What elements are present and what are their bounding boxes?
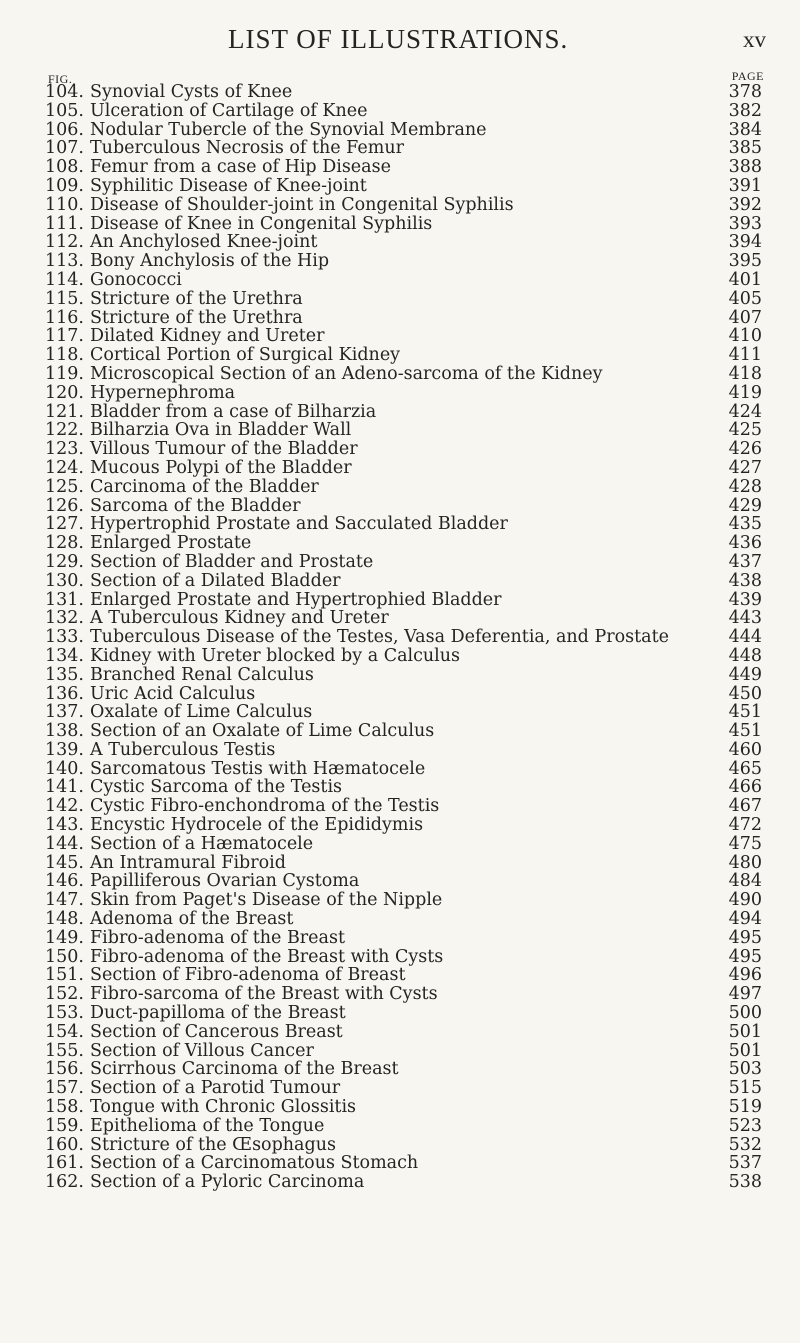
figure-number: 139. [45, 739, 84, 760]
figure-page: 385 [728, 138, 762, 159]
list-item [0, 1136, 800, 1155]
figure-page: 494 [728, 909, 762, 930]
figure-title: Enlarged Prostate and Hypertrophied Bladder [90, 589, 502, 610]
figure-number: 158. [45, 1097, 84, 1118]
figure-title: Section of a Parotid Tumour [90, 1078, 341, 1099]
figure-page: 392 [728, 194, 762, 215]
figure-page: 436 [728, 533, 762, 554]
figure-number: 140. [45, 758, 84, 779]
list-item [0, 1154, 800, 1173]
figure-number: 113. [45, 251, 84, 272]
figure-number: 111. [45, 213, 84, 234]
figure-title: Dilated Kidney and Ureter [90, 326, 325, 347]
figure-number: 116. [45, 307, 84, 328]
figure-number: 148. [45, 909, 84, 930]
list-item [0, 591, 800, 610]
list-item [0, 421, 800, 440]
figure-title: Scirrhous Carcinoma of the Breast [90, 1059, 399, 1080]
figure-page: 391 [728, 175, 762, 196]
list-item [0, 252, 800, 271]
list-item [0, 816, 800, 835]
figure-page: 450 [728, 683, 762, 704]
list-item [0, 891, 800, 910]
figure-number: 131. [45, 589, 84, 610]
figure-page: 490 [728, 890, 762, 911]
figure-title: Adenoma of the Breast [90, 909, 294, 930]
figure-title: Section of a Pyloric Carcinoma [90, 1172, 365, 1193]
list-item [0, 854, 800, 873]
figure-number: 106. [45, 119, 84, 140]
figure-page: 451 [728, 721, 762, 742]
figure-number: 153. [45, 1003, 84, 1024]
figure-number: 110. [45, 194, 84, 215]
list-item [0, 497, 800, 516]
figure-title: Fibro-sarcoma of the Breast with Cysts [90, 984, 438, 1005]
list-item [0, 384, 800, 403]
list-item [0, 910, 800, 929]
figure-title: Skin from Paget's Disease of the Nipple [90, 890, 443, 911]
figure-title: Carcinoma of the Bladder [90, 476, 319, 497]
figure-title: Stricture of the Urethra [90, 288, 303, 309]
list-item [0, 515, 800, 534]
list-item [0, 215, 800, 234]
figure-page: 497 [728, 984, 762, 1005]
figure-title: An Anchylosed Knee-joint [90, 232, 318, 253]
figure-title: Cortical Portion of Surgical Kidney [90, 345, 401, 366]
figure-page: 467 [728, 796, 762, 817]
figure-number: 128. [45, 533, 84, 554]
figure-number: 112. [45, 232, 84, 253]
figure-page: 523 [728, 1115, 762, 1136]
figure-title: Fibro-adenoma of the Breast [90, 927, 345, 948]
figure-page: 449 [728, 664, 762, 685]
figure-number: 122. [45, 420, 84, 441]
illustrations-list [0, 83, 800, 1192]
figure-title: Cystic Sarcoma of the Testis [90, 777, 343, 798]
figure-number: 157. [45, 1078, 84, 1099]
list-item [0, 703, 800, 722]
figure-title: Sarcomatous Testis with Hæmatocele [90, 758, 426, 779]
figure-page: 393 [728, 213, 762, 234]
list-item [0, 478, 800, 497]
list-item [0, 572, 800, 591]
figure-number: 150. [45, 946, 84, 967]
list-item [0, 628, 800, 647]
figure-page: 519 [728, 1097, 762, 1118]
figure-title: Branched Renal Calculus [90, 664, 314, 685]
figure-title: Sarcoma of the Bladder [90, 495, 301, 516]
figure-number: 147. [45, 890, 84, 911]
figure-title: Femur from a case of Hip Disease [90, 157, 391, 178]
list-item [0, 966, 800, 985]
figure-page: 435 [728, 514, 762, 535]
figure-title: Nodular Tubercle of the Synovial Membrane [90, 119, 487, 140]
figure-title: Stricture of the Urethra [90, 307, 303, 328]
figure-title: Ulceration of Cartilage of Knee [90, 100, 368, 121]
page-column-label: PAGE [731, 69, 764, 83]
figure-number: 127. [45, 514, 84, 535]
figure-title: A Tuberculous Kidney and Ureter [90, 608, 389, 629]
figure-number: 124. [45, 457, 84, 478]
figure-number: 114. [45, 269, 84, 290]
figure-page: 480 [728, 852, 762, 873]
figure-title: Section of Bladder and Prostate [90, 551, 374, 572]
figure-title: Mucous Polypi of the Bladder [90, 457, 352, 478]
figure-page: 425 [728, 420, 762, 441]
list-item [0, 929, 800, 948]
figure-number: 108. [45, 157, 84, 178]
figure-number: 135. [45, 664, 84, 685]
figure-page: 437 [728, 551, 762, 572]
figure-page: 395 [728, 251, 762, 272]
figure-number: 160. [45, 1134, 84, 1155]
figure-title: Papilliferous Ovarian Cystoma [90, 871, 360, 892]
figure-title: Bladder from a case of Bilharzia [90, 401, 377, 422]
figure-page: 501 [728, 1040, 762, 1061]
page-number: xv [743, 27, 766, 52]
figure-page: 428 [728, 476, 762, 497]
figure-number: 105. [45, 100, 84, 121]
list-item [0, 553, 800, 572]
list-item [0, 327, 800, 346]
figure-page: 424 [728, 401, 762, 422]
figure-page: 515 [728, 1078, 762, 1099]
figure-number: 126. [45, 495, 84, 516]
figure-page: 475 [728, 833, 762, 854]
figure-title: Section of Fibro-adenoma of Breast [90, 965, 406, 986]
figure-page: 384 [728, 119, 762, 140]
figure-number: 162. [45, 1172, 84, 1193]
figure-page: 378 [728, 82, 762, 102]
list-item [0, 797, 800, 816]
figure-number: 121. [45, 401, 84, 422]
figure-title: Section of a Dilated Bladder [90, 570, 341, 591]
list-item [0, 440, 800, 459]
figure-number: 115. [45, 288, 84, 309]
figure-page: 438 [728, 570, 762, 591]
figure-page: 500 [728, 1003, 762, 1024]
figure-title: Uric Acid Calculus [90, 683, 256, 704]
figure-number: 155. [45, 1040, 84, 1061]
figure-number: 161. [45, 1153, 84, 1174]
list-item [0, 1004, 800, 1023]
figure-number: 152. [45, 984, 84, 1005]
figure-page: 394 [728, 232, 762, 253]
figure-page: 444 [728, 627, 762, 648]
list-item [0, 666, 800, 685]
figure-page: 538 [728, 1172, 762, 1193]
figure-page: 418 [728, 363, 762, 384]
figure-number: 141. [45, 777, 84, 798]
figure-title: Kidney with Ureter blocked by a Calculus [90, 645, 461, 666]
list-item [0, 83, 800, 102]
figure-page: 460 [728, 739, 762, 760]
list-item [0, 271, 800, 290]
figure-number: 119. [45, 363, 84, 384]
list-item [0, 722, 800, 741]
figure-number: 132. [45, 608, 84, 629]
figure-title: Disease of Shoulder-joint in Congenital Syphilis [90, 194, 514, 215]
list-item [0, 1173, 800, 1192]
list-item [0, 1079, 800, 1098]
figure-page: 407 [728, 307, 762, 328]
list-item [0, 647, 800, 666]
list-item [0, 158, 800, 177]
figure-number: 125. [45, 476, 84, 497]
figure-number: 151. [45, 965, 84, 986]
figure-page: 484 [728, 871, 762, 892]
figure-page: 451 [728, 702, 762, 723]
figure-title: Bilharzia Ova in Bladder Wall [90, 420, 352, 441]
list-item [0, 872, 800, 891]
figure-title: Microscopical Section of an Adeno-sarcoma of the Kidney [90, 363, 603, 384]
figure-title: Epithelioma of the Tongue [90, 1115, 325, 1136]
figure-number: 149. [45, 927, 84, 948]
figure-page: 448 [728, 645, 762, 666]
list-item [0, 1098, 800, 1117]
figure-title: Section of a Carcinomatous Stomach [90, 1153, 419, 1174]
list-item [0, 609, 800, 628]
figure-page: 426 [728, 439, 762, 460]
list-item [0, 1060, 800, 1079]
list-item [0, 346, 800, 365]
figure-number: 133. [45, 627, 84, 648]
list-item [0, 102, 800, 121]
figure-number: 156. [45, 1059, 84, 1080]
list-item [0, 139, 800, 158]
list-item [0, 196, 800, 215]
figure-title: Fibro-adenoma of the Breast with Cysts [90, 946, 444, 967]
figure-title: Synovial Cysts of Knee [90, 82, 293, 102]
fig-column-label: FIG. [48, 72, 73, 86]
figure-page: 501 [728, 1021, 762, 1042]
list-item [0, 741, 800, 760]
figure-number: 154. [45, 1021, 84, 1042]
figure-title: Hypertrophid Prostate and Sacculated Bladder [90, 514, 508, 535]
list-item [0, 121, 800, 140]
figure-page: 410 [728, 326, 762, 347]
figure-title: Duct-papilloma of the Breast [90, 1003, 346, 1024]
list-item [0, 685, 800, 704]
figure-title: An Intramural Fibroid [90, 852, 286, 873]
figure-title: Oxalate of Lime Calculus [90, 702, 313, 723]
figure-number: 159. [45, 1115, 84, 1136]
list-item [0, 948, 800, 967]
figure-page: 532 [728, 1134, 762, 1155]
figure-number: 145. [45, 852, 84, 873]
figure-number: 104. [45, 82, 84, 102]
list-item [0, 534, 800, 553]
figure-page: 503 [728, 1059, 762, 1080]
figure-number: 146. [45, 871, 84, 892]
figure-title: Encystic Hydrocele of the Epididymis [90, 815, 424, 836]
figure-number: 134. [45, 645, 84, 666]
figure-page: 427 [728, 457, 762, 478]
figure-title: Section of an Oxalate of Lime Calculus [90, 721, 435, 742]
running-head: LIST OF ILLUSTRATIONS. [228, 24, 569, 54]
figure-page: 443 [728, 608, 762, 629]
figure-title: Bony Anchylosis of the Hip [90, 251, 330, 272]
figure-page: 466 [728, 777, 762, 798]
figure-title: Section of a Hæmatocele [90, 833, 314, 854]
figure-page: 495 [728, 946, 762, 967]
figure-number: 136. [45, 683, 84, 704]
figure-number: 120. [45, 382, 84, 403]
figure-number: 138. [45, 721, 84, 742]
figure-page: 382 [728, 100, 762, 121]
figure-page: 495 [728, 927, 762, 948]
figure-title: Gonococci [90, 269, 182, 290]
figure-title: Enlarged Prostate [90, 533, 252, 554]
figure-number: 143. [45, 815, 84, 836]
figure-page: 439 [728, 589, 762, 610]
figure-page: 465 [728, 758, 762, 779]
figure-number: 123. [45, 439, 84, 460]
list-item [0, 177, 800, 196]
figure-title: Hypernephroma [90, 382, 236, 403]
list-item [0, 233, 800, 252]
figure-number: 107. [45, 138, 84, 159]
figure-page: 537 [728, 1153, 762, 1174]
figure-title: Section of Cancerous Breast [90, 1021, 343, 1042]
list-item [0, 985, 800, 1004]
list-item [0, 1117, 800, 1136]
list-item [0, 290, 800, 309]
list-item [0, 760, 800, 779]
figure-number: 130. [45, 570, 84, 591]
figure-title: Tuberculous Disease of the Testes, Vasa Deferentia, and Prostate [90, 627, 669, 648]
figure-title: Cystic Fibro-enchondroma of the Testis [90, 796, 440, 817]
list-item [0, 1042, 800, 1061]
list-item [0, 778, 800, 797]
figure-title: Tuberculous Necrosis of the Femur [90, 138, 404, 159]
figure-page: 388 [728, 157, 762, 178]
list-item [0, 403, 800, 422]
list-item [0, 459, 800, 478]
figure-page: 419 [728, 382, 762, 403]
figure-number: 109. [45, 175, 84, 196]
figure-title: A Tuberculous Testis [90, 739, 276, 760]
list-item [0, 1023, 800, 1042]
figure-page: 411 [728, 345, 762, 366]
figure-number: 118. [45, 345, 84, 366]
figure-title: Syphilitic Disease of Knee-joint [90, 175, 367, 196]
figure-number: 142. [45, 796, 84, 817]
figure-page: 405 [728, 288, 762, 309]
figure-title: Disease of Knee in Congenital Syphilis [90, 213, 433, 234]
figure-page: 496 [728, 965, 762, 986]
figure-number: 117. [45, 326, 84, 347]
figure-page: 472 [728, 815, 762, 836]
figure-page: 401 [728, 269, 762, 290]
figure-number: 137. [45, 702, 84, 723]
list-item [0, 835, 800, 854]
figure-title: Villous Tumour of the Bladder [90, 439, 358, 460]
figure-title: Section of Villous Cancer [90, 1040, 314, 1061]
figure-number: 129. [45, 551, 84, 572]
list-item [0, 309, 800, 328]
figure-title: Tongue with Chronic Glossitis [90, 1097, 357, 1118]
list-item [0, 365, 800, 384]
figure-page: 429 [728, 495, 762, 516]
figure-title: Stricture of the Œsophagus [90, 1134, 336, 1155]
figure-number: 144. [45, 833, 84, 854]
